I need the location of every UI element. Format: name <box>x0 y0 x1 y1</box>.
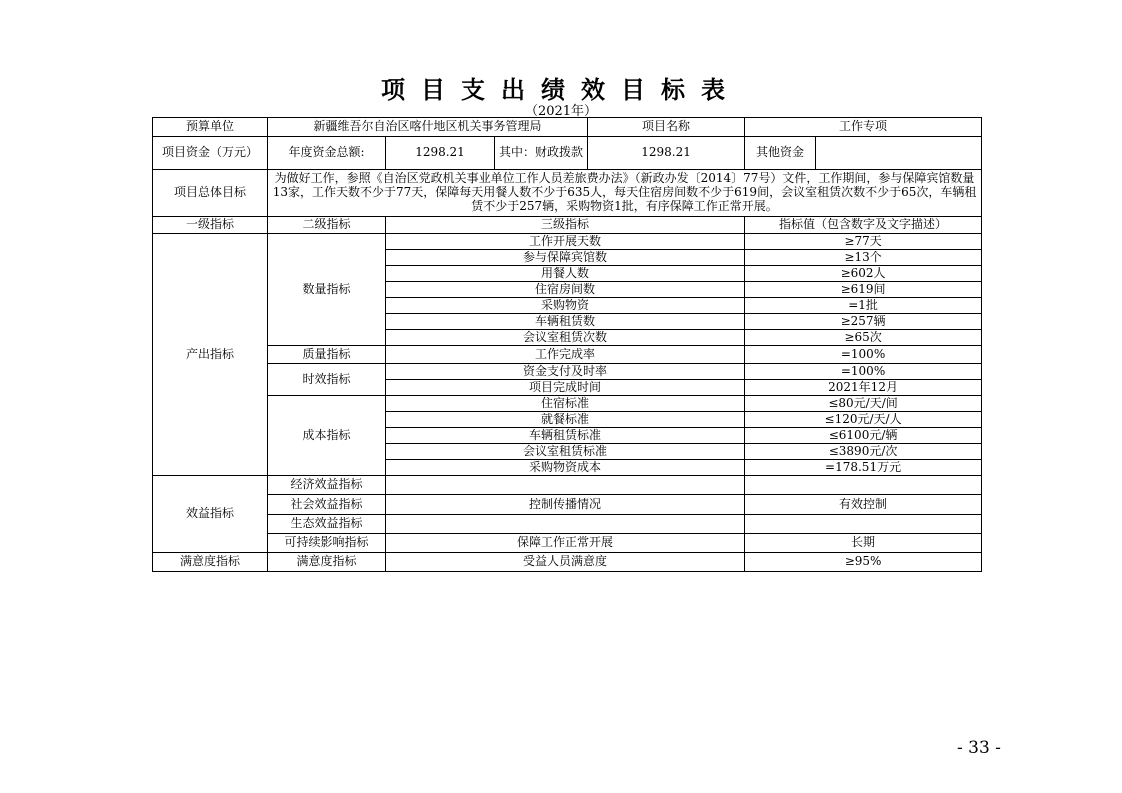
goal-row <box>153 170 982 217</box>
indicator-value: ≥257辆 <box>745 314 982 330</box>
level2-satisfaction: 满意度指标 <box>268 553 386 572</box>
indicator-name: 保障工作正常开展 <box>386 534 745 553</box>
indicator-value: ≥619间 <box>745 282 982 298</box>
indicator-name: 会议室租赁标准 <box>386 444 745 460</box>
project-name-value: 工作专项 <box>745 118 982 137</box>
indicator-name: 用餐人数 <box>386 266 745 282</box>
level2-sustainable: 可持续影响指标 <box>268 534 386 553</box>
col-header-value: 指标值（包含数字及文字描述） <box>745 217 982 234</box>
col-header-level1: 一级指标 <box>153 217 268 234</box>
indicator-value: ≤3890元/次 <box>745 444 982 460</box>
indicator-value <box>745 476 982 495</box>
page-title: 项目支出绩效目标表 <box>381 76 741 104</box>
header-row-2 <box>153 137 982 170</box>
budget-unit-label: 预算单位 <box>153 118 268 137</box>
indicator-name: 受益人员满意度 <box>386 553 745 572</box>
level1-output: 产出指标 <box>153 234 268 476</box>
goal-text: 为做好工作，参照《自治区党政机关事业单位工作人员差旅费办法》（新政办发〔2014〕77号）文件，工作期间，参与保障宾馆数量13家，工作天数不少于77天，保障每天用餐人数不少于635人，每天住宿房间数不少于619间，会议室租赁次数不少于65次，车辆租赁不少于257辆，采购物资1批，有序保障工作正常开展。 <box>268 170 982 217</box>
level2-quality: 质量指标 <box>268 346 386 364</box>
indicator-name: 住宿房间数 <box>386 282 745 298</box>
indicator-name: 就餐标准 <box>386 412 745 428</box>
indicator-name: 会议室租赁次数 <box>386 330 745 346</box>
table-row <box>153 476 982 495</box>
level2-quantity: 数量指标 <box>268 234 386 346</box>
indicator-value: ≥602人 <box>745 266 982 282</box>
indicator-value: =1批 <box>745 298 982 314</box>
performance-table <box>152 117 982 572</box>
indicator-value: ≥13个 <box>745 250 982 266</box>
other-funds-value <box>816 137 982 170</box>
indicator-name <box>386 476 745 495</box>
indicator-name: 车辆租赁数 <box>386 314 745 330</box>
table-row <box>153 396 982 412</box>
column-header-row <box>153 217 982 234</box>
indicator-value: ≤120元/天/人 <box>745 412 982 428</box>
fiscal-value: 1298.21 <box>588 137 745 170</box>
table-row <box>153 346 982 364</box>
table-row <box>153 364 982 380</box>
fiscal-label: 其中：财政拨款 <box>495 137 588 170</box>
indicator-value: ≤6100元/辆 <box>745 428 982 444</box>
indicator-name: 资金支付及时率 <box>386 364 745 380</box>
level2-cost: 成本指标 <box>268 396 386 476</box>
header-row-1 <box>153 118 982 137</box>
indicator-name: 采购物资 <box>386 298 745 314</box>
level1-benefit: 效益指标 <box>153 476 268 553</box>
table-row <box>153 515 982 534</box>
indicator-name: 车辆租赁标准 <box>386 428 745 444</box>
indicator-value: =100% <box>745 346 982 364</box>
project-name-label: 项目名称 <box>588 118 745 137</box>
indicator-value: ≥65次 <box>745 330 982 346</box>
annual-total-value: 1298.21 <box>386 137 495 170</box>
indicator-value: ≥95% <box>745 553 982 572</box>
level2-timeliness: 时效指标 <box>268 364 386 396</box>
table-row <box>153 495 982 515</box>
indicator-name <box>386 515 745 534</box>
indicator-value: =100% <box>745 364 982 380</box>
other-funds-label: 其他资金 <box>745 137 816 170</box>
indicator-name: 工作完成率 <box>386 346 745 364</box>
goal-label: 项目总体目标 <box>153 170 268 217</box>
table-row <box>153 553 982 572</box>
level1-satisfaction: 满意度指标 <box>153 553 268 572</box>
indicator-name: 住宿标准 <box>386 396 745 412</box>
year-label: （2021年） <box>524 104 598 119</box>
level2-social: 社会效益指标 <box>268 495 386 515</box>
col-header-level3: 三级指标 <box>386 217 745 234</box>
indicator-value: 长期 <box>745 534 982 553</box>
level2-ecological: 生态效益指标 <box>268 515 386 534</box>
col-header-level2: 二级指标 <box>268 217 386 234</box>
indicator-value: 2021年12月 <box>745 380 982 396</box>
indicator-name: 参与保障宾馆数 <box>386 250 745 266</box>
page-number: - 33 - <box>957 738 1001 758</box>
indicator-value: 有效控制 <box>745 495 982 515</box>
indicator-value: ≤80元/天/间 <box>745 396 982 412</box>
table-row <box>153 234 982 250</box>
annual-total-label: 年度资金总额: <box>268 137 386 170</box>
level2-economic: 经济效益指标 <box>268 476 386 495</box>
indicator-value: =178.51万元 <box>745 460 982 476</box>
indicator-name: 工作开展天数 <box>386 234 745 250</box>
funds-label: 项目资金（万元） <box>153 137 268 170</box>
indicator-value: ≥77天 <box>745 234 982 250</box>
indicator-name: 控制传播情况 <box>386 495 745 515</box>
indicator-value <box>745 515 982 534</box>
indicator-name: 项目完成时间 <box>386 380 745 396</box>
budget-unit-value: 新疆维吾尔自治区喀什地区机关事务管理局 <box>268 118 588 137</box>
indicator-name: 采购物资成本 <box>386 460 745 476</box>
table-row <box>153 534 982 553</box>
